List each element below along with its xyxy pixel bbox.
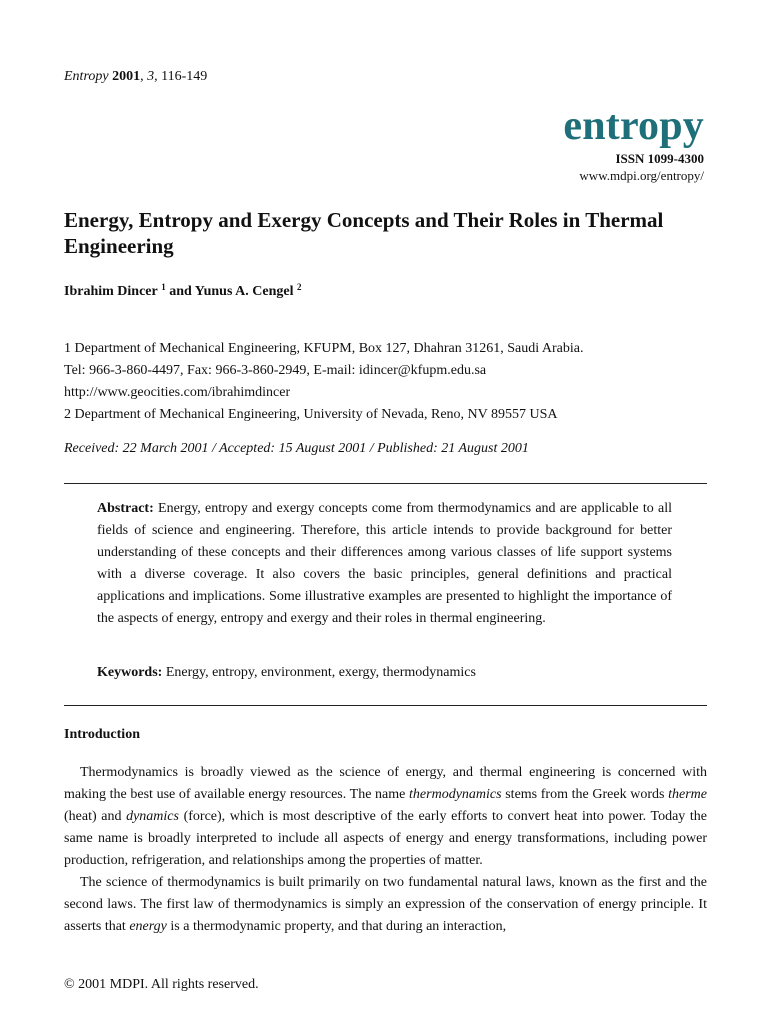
author-2: Yunus A. Cengel (194, 284, 294, 299)
emphasis: therme (668, 787, 707, 802)
paragraph (64, 762, 707, 872)
paragraph (64, 872, 707, 938)
citation-pages: , 116-149 (154, 69, 208, 84)
keywords-text: Energy, entropy, environment, exergy, thermodynamics (165, 665, 476, 680)
contact-line: Tel: 966-3-860-4497, Fax: 966-3-860-2949, E-mail: idincer@kfupm.edu.sa (64, 363, 487, 378)
emphasis: dynamics (126, 809, 179, 824)
journal-issn: ISSN 1099-4300 (615, 151, 704, 166)
introduction-body (64, 762, 707, 938)
journal-brand (563, 104, 704, 184)
author-1-affiliation-mark: 1 (161, 282, 166, 292)
citation-year: 2001 (112, 69, 141, 84)
affiliation-line: 2 Department of Mechanical Engineering, University of Nevada, Reno, NV 89557 USA (64, 407, 558, 422)
keywords-label: Keywords: (97, 665, 163, 680)
text-run: stems from the Greek words (501, 787, 669, 802)
publication-dates: Received: 22 March 2001 / Accepted: 15 August 2001 / Published: 21 August 2001 (64, 441, 529, 456)
author-connector: and (165, 284, 195, 299)
journal-logo: entropy (563, 103, 704, 149)
author-1: Ibrahim Dincer (64, 284, 158, 299)
affiliation-line: 1 Department of Mechanical Engineering, KFUPM, Box 127, Dhahran 31261, Saudi Arabia. (64, 341, 584, 356)
citation-volume: 3 (147, 69, 155, 84)
author-list (64, 278, 301, 301)
paper-title: Energy, Entropy and Exergy Concepts and Their Roles in Thermal Engineering (64, 208, 664, 258)
emphasis: thermodynamics (409, 787, 502, 802)
journal-url: www.mdpi.org/entropy/ (579, 168, 704, 183)
section-heading-introduction: Introduction (64, 727, 140, 742)
affiliations (64, 338, 714, 426)
copyright-notice: © 2001 MDPI. All rights reserved. (64, 977, 259, 992)
text-run: is a thermodynamic property, and that during an interaction, (166, 919, 507, 934)
abstract-label: Abstract: (97, 501, 154, 516)
homepage-line: http://www.geocities.com/ibrahimdincer (64, 385, 291, 400)
abstract-top-divider (64, 483, 707, 484)
abstract (97, 498, 672, 630)
abstract-text: Energy, entropy and exergy concepts come from thermodynamics and are applicable to all fields of science and engineering. Therefore, this article intends to provide background for better understanding of these concepts and their differences among various classes of life support systems with a diverse coverage. It also covers the basic principles, general definitions and practical applications and implications. Some illustrative examples are presented to highlight the importance of the aspects of energy, entropy and exergy and their roles in thermal engineering. (97, 501, 673, 626)
journal-citation: Entropy 2001, 3, 116-149 (64, 69, 208, 84)
citation-journal: Entropy (64, 69, 109, 84)
text-run: The science of thermodynamics is built primarily on two fundamental natural laws, known as the first and the second laws. The first law of thermodynamics is simply an expression of the conservation of energy principle. It asserts that (64, 875, 707, 934)
text-run: Thermodynamics is broadly viewed as the science of energy, and thermal engineering is concerned with making the best use of available energy resources. The name (64, 765, 707, 802)
text-run: (heat) and (64, 809, 127, 824)
emphasis: energy (129, 919, 167, 934)
text-run: (force), which is most descriptive of the early efforts to convert heat into power. Today the same name is broadly interpreted to include all aspects of energy and energy transformations, including power production, refrigeration, and relationships among the properties of matter. (64, 809, 707, 868)
abstract-bottom-divider (64, 705, 707, 706)
author-2-affiliation-mark: 2 (296, 282, 302, 292)
keywords (97, 664, 672, 682)
